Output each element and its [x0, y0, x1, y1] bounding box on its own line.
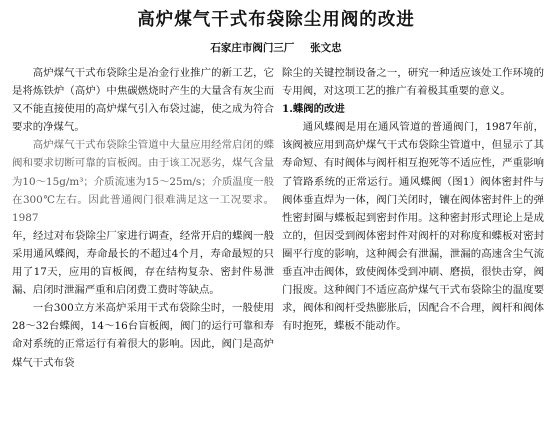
paragraph-significance: 除尘的关键控制设备之一，研究一种适应该处工作环境的专用阀，对这项工艺的推广有着极其重要的意义。	[282, 67, 544, 98]
paragraph-intro: 高炉煤气干式布袋除尘是冶金行业推广的新工艺，它是将炼铁炉（高炉）中焦碳燃烧时产生的大量含有灰尘而又不能直接使用的高炉煤气引入布袋过滤，使之成为符合要求的净煤气。	[12, 67, 274, 134]
paragraph-valve-count: 一台300立方米高炉采用干式布袋除尘时，一般使用28～32台蝶阀，14～16台盲板阀，阀门的运行可靠和寿命对系统的正常运行有着很大的影响。因此，阀门是高炉煤气干式布袋	[12, 302, 274, 369]
left-column	[12, 64, 274, 372]
paragraph-survey: 年，经过对布袋除尘厂家进行调查，经常开启的蝶阀一般采用通风蝶阀，寿命最长的不超过4个月，寿命最短的只用了17天，应用的盲板阀，存在结构复杂、密封件易泄漏、启闭时泄漏严重和启闭费工费时等缺点。	[12, 229, 274, 297]
author-organization: 石家庄市阀门三厂	[210, 42, 295, 54]
author-name: 张文忠	[310, 42, 342, 54]
paragraph-butterfly-valve: 通风蝶阀是用在通风管道的普通阀门，1987年前，该阀被应用到高炉煤气干式布袋除尘管道中，但显示了其寿命短、有时阀体与阀杆相互抱死等不适应性，严重影响了管路系统的正常运行。通风蝶阀（图1）阀体密封件与阀体垂直焊为一体，阀门关闭时，镶在阀体密封件上的弹性密封圈与蝶板起到密封作用。这种密封形式理论上是成立的，但因受到阀体密封件对阀杆的对称度和蝶板对密封圈平行度的影响，这种阀会有泄漏，泄漏的高速含尘气流垂直冲击阀体，致使阀体受到冲刷、磨损，很快击穿，阀门报废。这种阀门不适应高炉煤气干式布袋除尘的温度要求，阀体和阀杆受热膨胀后，因配合不合理，阀杆和阀体有时抱死，蝶板不能动作。	[282, 121, 544, 333]
article-title: 高炉煤气干式布袋除尘用阀的改进	[137, 10, 415, 30]
byline	[0, 40, 552, 55]
section-heading: 1.蝶阀的改进	[282, 103, 345, 116]
right-column	[282, 64, 544, 335]
paragraph-conditions: 高炉煤气干式布袋除尘管道中大量应用经常启闭的蝶阀和要求切断可靠的盲板阀。由于该工况恶劣，煤气含量为10～15g/m³；介质流速为15～25m/s；介质温度一般在300℃左右。因此普通阀门很难满足这一工况要求。1987	[12, 139, 274, 224]
